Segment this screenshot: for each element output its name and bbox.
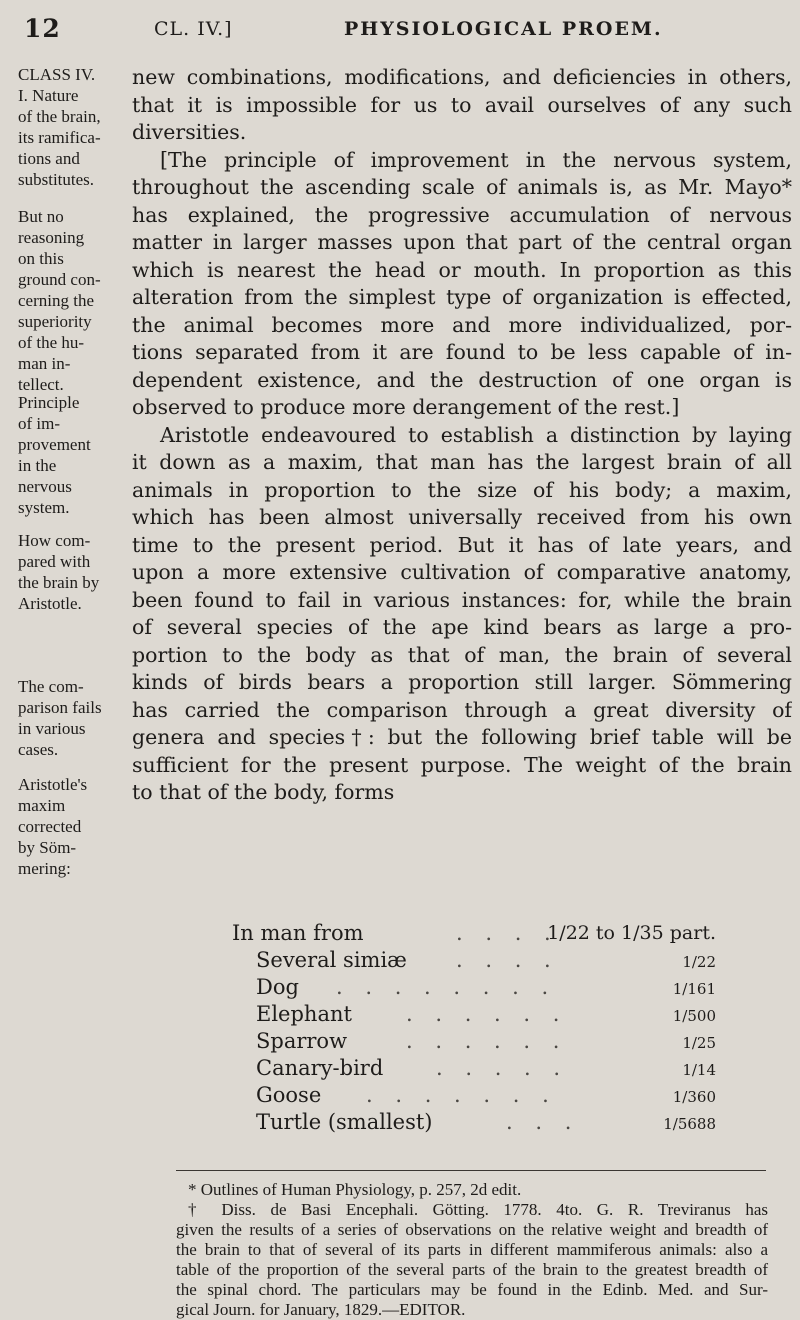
ratio-value: 1/500 (672, 1007, 716, 1025)
margin-note-line: on this (18, 249, 64, 268)
margin-note-line: the brain by (18, 573, 100, 592)
footnote-line: table of the proportion of the several parts of the brain to the greatest breadth of (176, 1260, 768, 1279)
text-line: matter in larger masses upon that part of the central organ (132, 230, 792, 254)
ratio-value: 1/25 (682, 1034, 716, 1052)
margin-note-line: parison fails (18, 698, 102, 717)
running-title: PHYSIOLOGICAL PROEM. (344, 18, 663, 40)
ratio-value: 1/22 (682, 953, 716, 971)
text-line: new combinations, modifications, and deficiencies in others, (132, 65, 792, 89)
margin-note-line: of im- (18, 414, 61, 433)
margin-note-line: cerning the (18, 291, 94, 310)
chapter-label: CL. IV.] (154, 18, 233, 40)
leader-dots: . . . . . (436, 1056, 569, 1080)
table-row (256, 974, 776, 1001)
margin-note (18, 64, 130, 190)
margin-note-line: nervous (18, 477, 72, 496)
table-row (256, 1028, 776, 1055)
running-header (24, 14, 784, 50)
table-row (256, 1082, 776, 1109)
margin-note-line: Aristotle. (18, 594, 82, 613)
footnote (176, 1200, 768, 1320)
footnote-line: * Outlines of Human Physiology, p. 257, 2d edit. (188, 1180, 522, 1199)
text-line: sufficient for the present purpose. The weight of the brain (132, 752, 792, 777)
brain-weight-table (232, 920, 776, 1136)
margin-note-line: Aristotle's (18, 775, 88, 794)
footnotes (176, 1180, 768, 1320)
margin-note-line: maxim (18, 796, 66, 815)
leader-dots: . . . . . . (406, 1029, 568, 1053)
footnote-line: the spinal chord. The particulars may be found in the Edinb. Med. and Sur- (176, 1280, 768, 1299)
text-line: that it is impossible for us to avail ourselves of any such (132, 92, 792, 117)
text-line: been found to fail in various instances: for, while the brain (132, 587, 792, 612)
table-row (256, 1001, 776, 1028)
animal-name: Dog (256, 975, 299, 999)
animal-name: In man from (232, 921, 364, 945)
leader-dots: . . . . (456, 921, 559, 945)
margin-note-line: The com- (18, 677, 84, 696)
margin-note-line: system. (18, 498, 70, 517)
margin-note (18, 774, 130, 879)
text-line: it down as a maxim, that man has the largest brain of all (132, 450, 792, 474)
margin-note-line: of the brain, (18, 107, 101, 126)
margin-note-line: provement (18, 435, 91, 454)
margin-note-line: its ramifica- (18, 128, 101, 147)
ratio-value: 1/14 (682, 1061, 716, 1079)
margin-note-line: CLASS IV. (18, 65, 96, 84)
animal-name: Canary-bird (256, 1056, 384, 1080)
margin-note-line: pared with (18, 552, 91, 571)
body-text (132, 64, 792, 807)
page-number: 12 (24, 14, 61, 43)
margin-note-line: in various (18, 719, 86, 738)
text-line: observed to produce more derangement of the rest.] (132, 395, 680, 419)
margin-note (18, 676, 130, 760)
margin-note-line: man in- (18, 354, 71, 373)
margin-note-line: How com- (18, 531, 91, 550)
margin-note-line: superiority (18, 312, 92, 331)
margin-note-line: ground con- (18, 270, 101, 289)
margin-note-line: mering: (18, 859, 71, 878)
margin-note-line: reasoning (18, 228, 85, 247)
animal-name: Elephant (256, 1002, 352, 1026)
margin-note-line: of the hu- (18, 333, 85, 352)
margin-note-line: Principle (18, 393, 80, 412)
footnote-line: † Diss. de Basi Encephali. Götting. 1778. 4to. G. R. Treviranus has (188, 1200, 768, 1219)
text-line: has carried the comparison through a great diversity of (132, 697, 792, 722)
text-line: has explained, the progressive accumulation of nervous (132, 202, 792, 227)
text-line: throughout the ascending scale of animals is, as Mr. Mayo* (132, 175, 792, 199)
text-line: time to the present period. But it has of late years, and (132, 532, 792, 557)
ratio-value: 1/22 to 1/35 part. (547, 922, 716, 944)
table-row (256, 947, 776, 974)
margin-note-line: corrected (18, 817, 82, 836)
margin-note-line: cases. (18, 740, 59, 759)
animal-name: Several simiæ (256, 948, 407, 972)
ratio-value: 1/161 (672, 980, 716, 998)
text-line: of several species of the ape kind bears as large a pro- (132, 615, 792, 639)
animal-name: Sparrow (256, 1029, 348, 1053)
text-line: animals in proportion to the size of his body; a maxim, (132, 477, 792, 502)
table-row (232, 920, 776, 947)
text-line: tions separated from it are found to be less capable of in- (132, 340, 792, 364)
text-line: diversities. (132, 120, 247, 144)
text-line: alteration from the simplest type of organization is effected, (132, 285, 792, 309)
text-line: genera and species†: but the following brief table will be (132, 725, 792, 749)
ratio-value: 1/360 (672, 1088, 716, 1106)
leader-dots: . . . . . . (406, 1002, 568, 1026)
text-line: portion to the body as that of man, the brain of several (132, 642, 792, 667)
text-line: which has been almost universally received from his own (132, 505, 792, 529)
margin-note-line: in the (18, 456, 57, 475)
leader-dots: . . . (506, 1110, 580, 1134)
margin-note (18, 530, 130, 614)
footnote-line: given the results of a series of observations on the relative weight and breadth of (176, 1220, 768, 1239)
leader-dots: . . . . . . . . (336, 975, 557, 999)
footnote-rule (176, 1170, 766, 1171)
animal-name: Goose (256, 1083, 322, 1107)
text-line: the animal becomes more and more individualized, por- (132, 312, 792, 337)
margin-note-line: tellect. (18, 375, 64, 394)
footnote (176, 1180, 768, 1200)
leader-dots: . . . . . . . (366, 1083, 557, 1107)
margin-note-line: I. Nature (18, 86, 79, 105)
text-line: [The principle of improvement in the nervous system, (160, 147, 792, 172)
margin-note-line: by Söm- (18, 838, 77, 857)
text-line: Aristotle endeavoured to establish a distinction by laying (160, 422, 792, 447)
margin-note-line: But no (18, 207, 64, 226)
leader-dots: . . . . (456, 948, 559, 972)
text-line: which is nearest the head or mouth. In proportion as this (132, 257, 792, 282)
margin-note-line: tions and (18, 149, 80, 168)
footnote-line: the brain to that of several of its parts in different mammiferous animals: also a (176, 1240, 768, 1259)
footnote-line: gical Journ. for January, 1829.—EDITOR. (176, 1300, 466, 1319)
table-row (256, 1055, 776, 1082)
text-line: upon a more extensive cultivation of comparative anatomy, (132, 560, 792, 584)
margin-note (18, 392, 130, 518)
text-line: kinds of birds bears a proportion still larger. Sömmering (132, 670, 792, 694)
text-line: to that of the body, forms (132, 780, 395, 804)
margin-note (18, 206, 130, 395)
text-line: dependent existence, and the destruction of one organ is (132, 367, 792, 392)
margin-note-line: substitutes. (18, 170, 95, 189)
ratio-value: 1/5688 (663, 1115, 716, 1133)
table-row (256, 1109, 776, 1136)
animal-name: Turtle (smallest) (256, 1110, 433, 1134)
